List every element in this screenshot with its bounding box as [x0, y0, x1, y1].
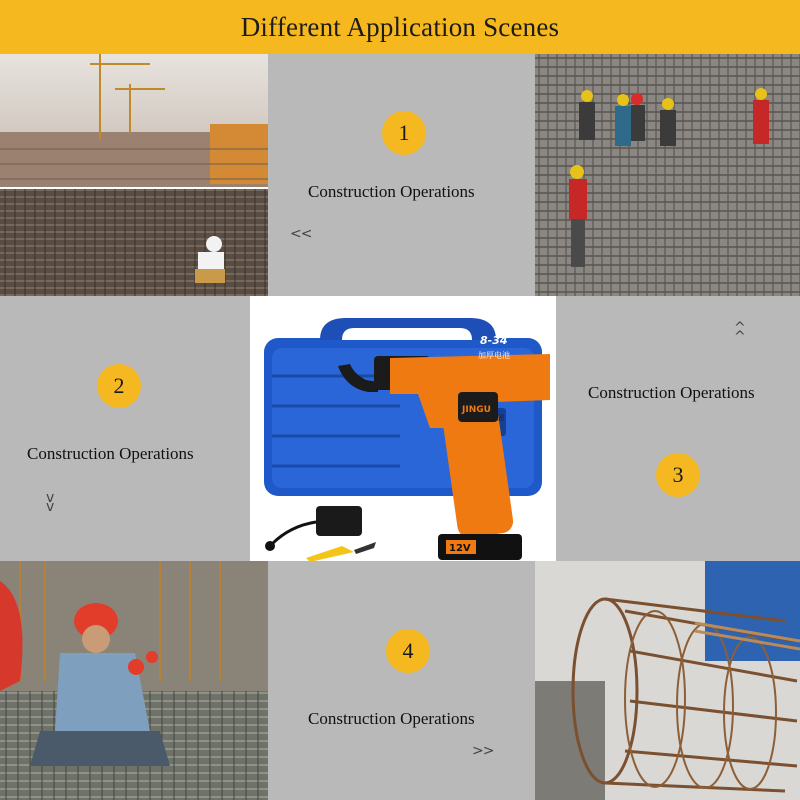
scene-label: Construction Operations [27, 444, 194, 463]
arrow-up-icon: ^ ^ [734, 320, 745, 345]
scene-photo-rebar-site [0, 54, 268, 296]
scenes-grid [0, 54, 800, 800]
scene-photo-workers [535, 54, 800, 296]
scene-panel-2 [0, 296, 250, 561]
scene-photo-worker-helmet [0, 561, 268, 800]
scene-photo-rebar-cage [535, 561, 800, 800]
arrow-right-icon: >> [472, 743, 494, 759]
charger [265, 506, 362, 551]
scene-number-badge: 1 [382, 111, 426, 155]
battery-pack [438, 534, 522, 560]
scene-label: Construction Operations [308, 182, 475, 201]
battery-label: 12V [449, 543, 471, 554]
arrow-down-icon: v v [46, 490, 54, 515]
product-image [250, 296, 556, 561]
scene-label: Construction Operations [588, 383, 755, 402]
arrow-left-icon: << [290, 226, 312, 242]
scene-panel-1 [268, 54, 535, 296]
scene-number-badge: 3 [656, 453, 700, 497]
page-title: Different Application Scenes [240, 11, 560, 42]
tool-brand: JINGU [462, 405, 491, 415]
scene-label: Construction Operations [308, 709, 475, 728]
scene-panel-3 [556, 296, 800, 561]
case-sub-label: 加厚电池 [478, 351, 510, 360]
scene-number-badge: 4 [386, 629, 430, 673]
page-header [0, 0, 800, 54]
scene-number-badge: 2 [97, 364, 141, 408]
case-model-label: 8-34 [480, 334, 508, 347]
pliers [306, 542, 376, 561]
tool-brand-cn: 金固 [490, 414, 504, 422]
scene-panel-4 [268, 561, 535, 800]
